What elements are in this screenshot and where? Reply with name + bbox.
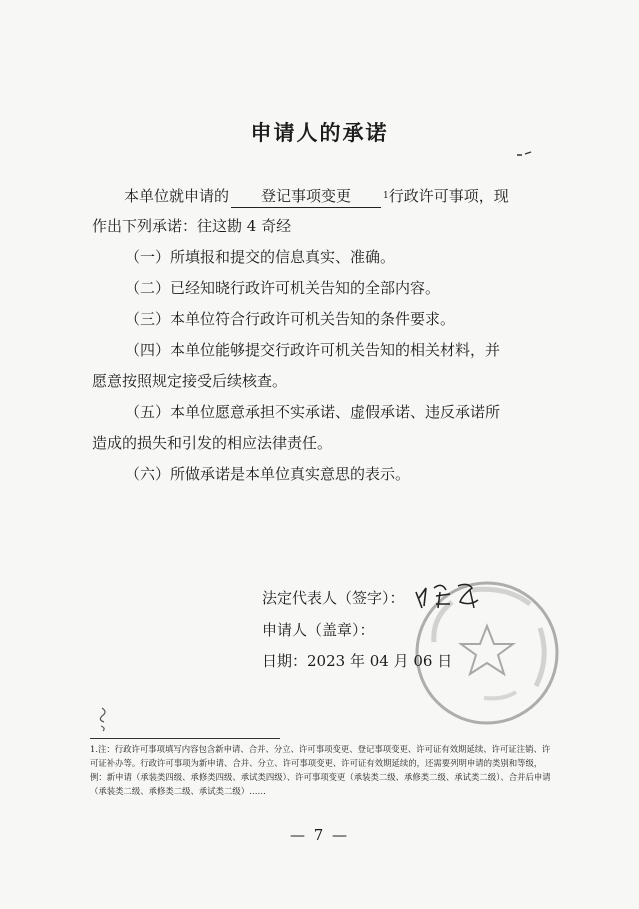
legal-representative-label: 法定代表人（签字）： xyxy=(262,589,405,607)
commitment-item-2 xyxy=(92,273,562,304)
footnote-marker: 1 xyxy=(383,191,389,201)
footnote-text: 1.注：行政许可事项填写内容包含新申请、合并、分立、许可事项变更、登记事项变更、许可证有效期延续、许可证注销、许可证补办等。行政许可事项为新申请、合并、分立、许可事项变更、许可证有效期延续的，还需要列明申请的类别和等级，例：新申请（承装类四级、承修类四级、承试类四级）、许可事项变更（承装类二级、承修类二级、承试类二级）、合并后申请（承装类二级、承修类二级、承试类二级）…… xyxy=(90,744,551,796)
date-line xyxy=(262,646,452,676)
commitment-text: （五）本单位愿意承担不实承诺、虚假承诺、违反承诺所 xyxy=(125,403,501,421)
margin-scribble-icon xyxy=(96,706,114,732)
commitment-item-5 xyxy=(92,397,562,459)
commitment-item-3 xyxy=(92,304,562,335)
commitment-text: （六）所做承诺是本单位真实意思的表示。 xyxy=(125,465,411,483)
date-value: 2023 年 04 月 06 日 xyxy=(307,652,453,670)
commitment-text-cont: 造成的损失和引发的相应法律责任。 xyxy=(92,434,333,452)
intro-suffix: 行政许可事项，现 xyxy=(388,187,509,205)
intro-line-1 xyxy=(124,181,564,211)
commitment-text: （三）本单位符合行政许可机关告知的条件要求。 xyxy=(125,310,456,328)
filled-item-field: 登记事项变更 xyxy=(231,185,381,208)
commitment-text: （一）所填报和提交的信息真实、准确。 xyxy=(125,248,396,266)
handwritten-signature-icon xyxy=(412,578,490,614)
commitment-item-4 xyxy=(92,335,562,397)
footnote-divider xyxy=(90,738,280,739)
commitment-item-6 xyxy=(92,459,562,490)
commitment-item-1 xyxy=(92,242,562,273)
applicant-seal-label: 申请人（盖章）： xyxy=(262,621,375,639)
tick-mark-icon xyxy=(516,150,532,158)
commitment-text: （二）已经知晓行政许可机关告知的全部内容。 xyxy=(125,279,441,297)
commitment-text-cont: 愿意按照规定接受后续核查。 xyxy=(92,372,288,390)
date-label: 日期： xyxy=(262,652,308,670)
page-title: 申请人的承诺 xyxy=(250,121,389,145)
intro-line-2: 作出下列承诺：往这勘 4 奇经 xyxy=(92,217,292,235)
intro-prefix: 本单位就申请的 xyxy=(124,187,230,205)
page-number: — 7 — xyxy=(289,826,350,844)
commitment-text: （四）本单位能够提交行政许可机关告知的相关材料，并 xyxy=(125,341,501,359)
